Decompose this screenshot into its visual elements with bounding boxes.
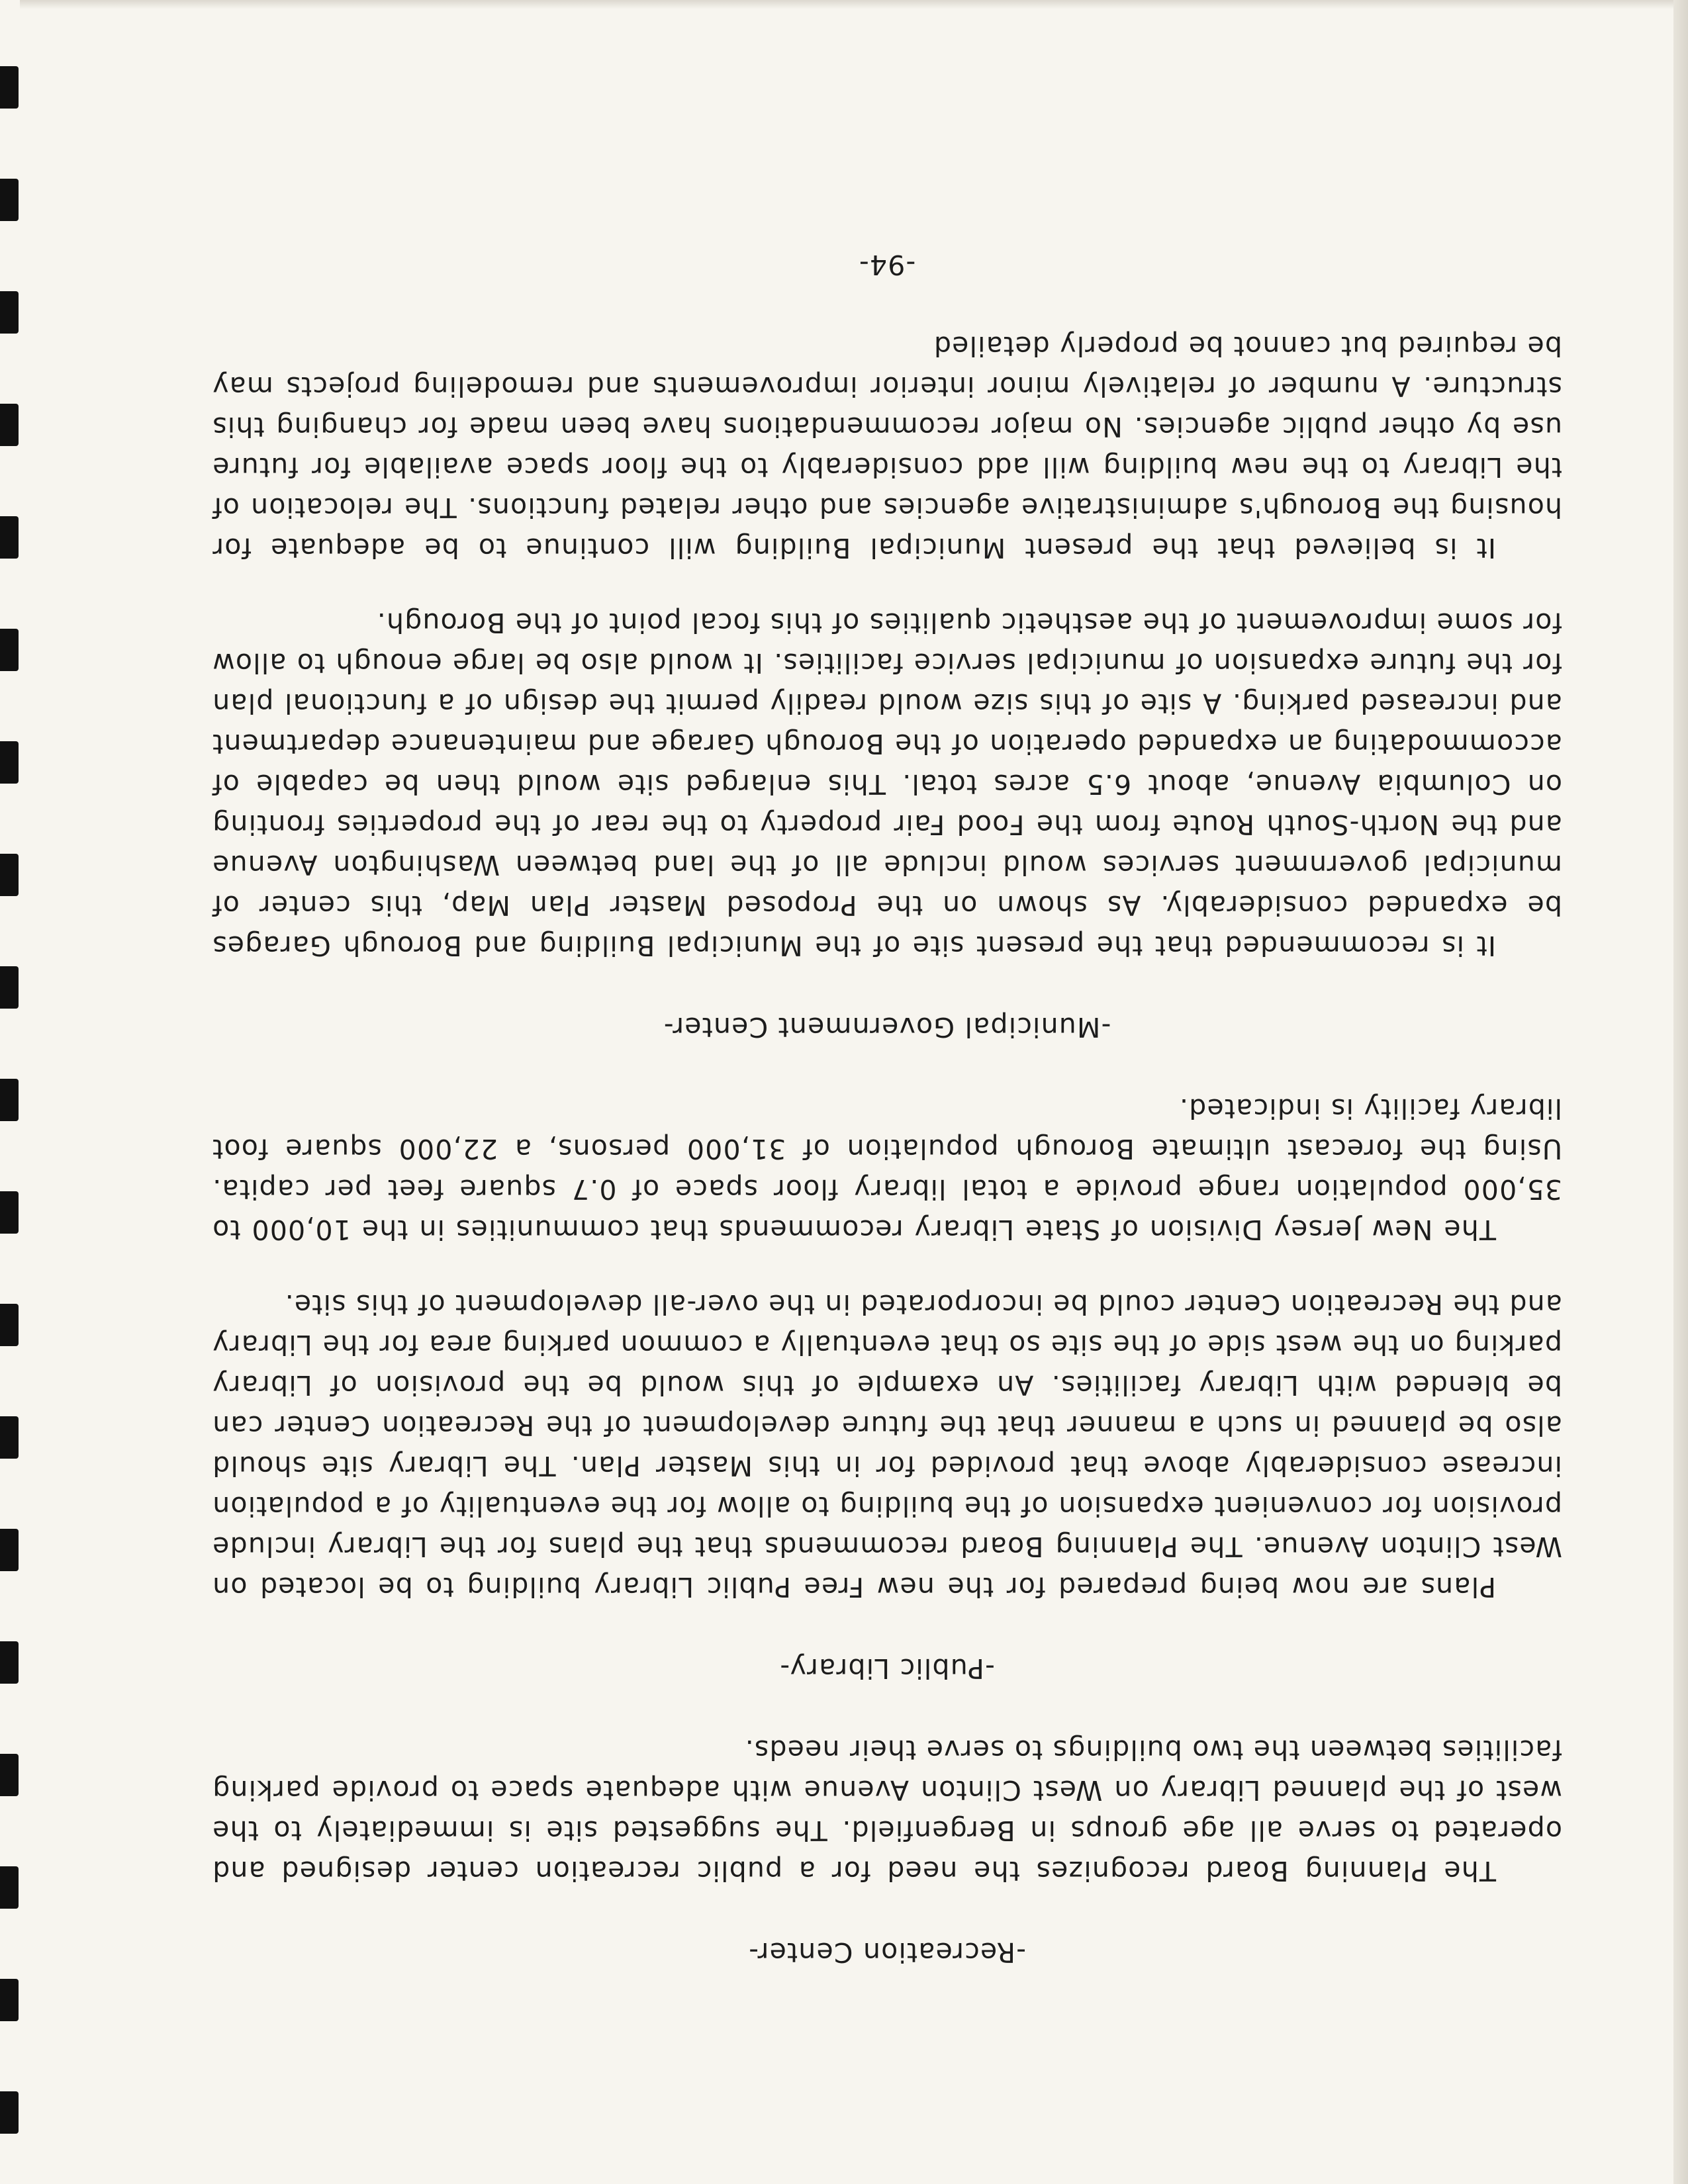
page-number: -94- — [858, 249, 916, 281]
punch-hole — [0, 1641, 19, 1684]
punch-hole — [0, 741, 19, 784]
punch-hole — [0, 1079, 19, 1121]
punch-hole — [0, 291, 19, 334]
paragraph-municipal-2: It is believed that the present Municipal Building will continue to be adequate for housing the Borough's administrative agencies and other related functions. The relocation of the Library to the new building will add considerably to the floor space available for future use by other public agencies. No major recommendations have been made for changing this structure. A number of relatively minor interior improvements and remodeling projects may be required but cannot be properly detailed — [212, 330, 1562, 564]
punch-hole — [0, 1416, 19, 1459]
punch-hole — [0, 1754, 19, 1796]
punch-hole — [0, 516, 19, 559]
punch-hole — [0, 966, 19, 1009]
section-heading-library: -Public Library- — [779, 1653, 995, 1684]
punch-hole — [0, 1529, 19, 1571]
punch-hole — [0, 629, 19, 671]
punch-hole — [0, 404, 19, 446]
paragraph-library-1: Plans are now being prepared for the new Free Public Library building to be located on West Clinton Avenue. The Planning Board recommends that the plans for the Library include provision for convenient expansion of the building to allow for the eventuality of a population increase considerably above that provided for in this Master Plan. The Library site should also be planned in such a manner that the future development of the Recreation Center can be blended with Library facilities. An example of this would be the provision of Library parking on the west side of the site so that eventually a common parking area for the Library and the Recreation Center could be incorporated in the over-all development of this site. — [212, 1289, 1562, 1603]
punch-hole — [0, 2091, 19, 2134]
punch-hole — [0, 1979, 19, 2021]
paragraph-recreation: The Planning Board recognizes the need for a public recreation center designed and operated to serve all age groups in Bergenfield. The suggested site is immediately to the west of the planned Library on West Clinton Avenue with adequate space to provide parking facilities between the two buildings to serve their needs. — [212, 1734, 1562, 1887]
paragraph-municipal-1: It is recommended that the present site of the Municipal Building and Borough Garages be expanded considerably. As shown on the Proposed Master Plan Map, this center of municipal government services would include all of the land between Washington Avenue and the North-South Route from the Food Fair property to the rear of the properties fronting on Columbia Avenue, about 6.5 acres total. This enlarged site would then be capable of accommodating an expanded operation of the Borough Garage and maintenance department and increased parking. A site of this size would readily permit the design of a functional plan for the future expansion of municipal service facilities. It would also be large enough to allow for some improvement of the aesthetic qualities of this focal point of the Borough. — [212, 607, 1562, 962]
rotated-text-block — [212, 218, 1562, 1972]
punch-hole — [0, 1304, 19, 1346]
punch-hole — [0, 1866, 19, 1909]
punch-hole — [0, 179, 19, 221]
punch-hole — [0, 66, 19, 109]
paragraph-library-2: The New Jersey Division of State Library recommends that communities in the 10,000 to 35,000 population range provide a total library floor space of 0.7 square feet per capita. Using the forecast ultimate Borough population of 31,000 persons, a 22,000 square foot library facility is indicated. — [212, 1093, 1562, 1246]
page-edge-shadow — [1673, 0, 1688, 2184]
punch-hole — [0, 1191, 19, 1234]
section-heading-recreation: -Recreation Center- — [747, 1936, 1027, 1968]
page-top-shadow — [0, 0, 1688, 9]
section-heading-municipal: -Municipal Government Center- — [663, 1011, 1111, 1043]
binding-strip — [0, 0, 20, 2184]
punch-hole — [0, 854, 19, 896]
